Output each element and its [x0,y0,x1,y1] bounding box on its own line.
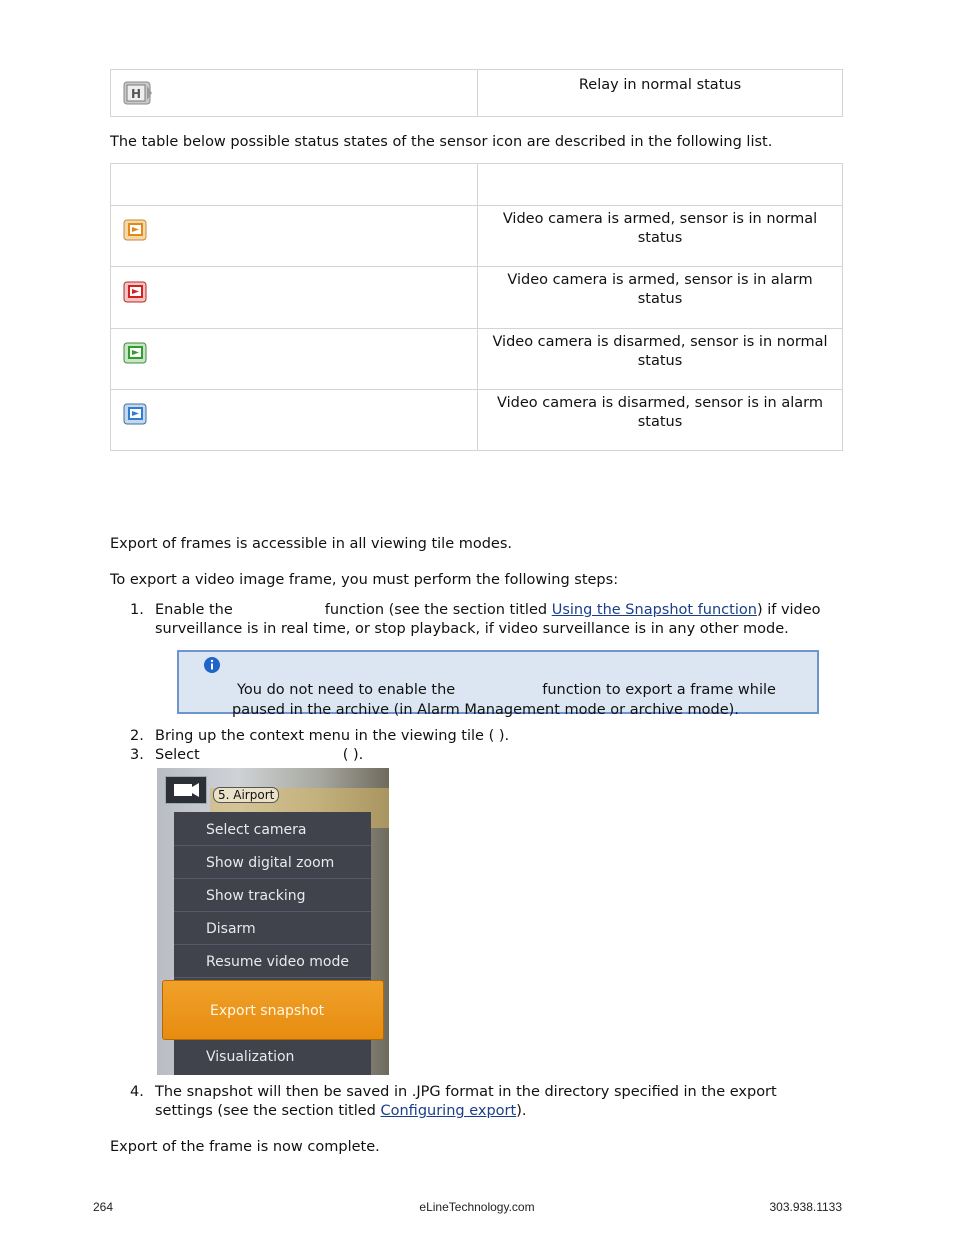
table-row [111,70,843,117]
table-row [111,329,843,390]
context-menu [174,812,371,1075]
svg-text:H: H [130,87,142,101]
relay-status-table [110,69,843,117]
sensor-armed-alarm-icon [123,280,147,302]
steps-list [110,601,840,639]
menu-item-export-snapshot[interactable]: Export snapshot [162,980,384,1040]
link-configuring-export[interactable]: Configuring export [380,1103,517,1119]
header-cell-description [478,164,843,206]
steps-list-cont [110,727,840,765]
info-note: You do not need to enable the function to export a frame while paused in the archive (in Alarm Management mode or archive mode). [177,650,819,714]
footer-phone: 303.938.1133 [769,1200,842,1214]
info-icon [203,656,221,674]
sensor-armed-normal-icon [123,218,147,240]
menu-item-select-camera[interactable]: Select camera [174,814,371,846]
menu-item-visualization[interactable]: Visualization [206,1049,295,1065]
table-row [111,206,843,267]
menu-item-disarm[interactable]: Disarm [174,913,371,945]
paragraph: Export of frames is accessible in all viewing tile modes. [110,536,513,552]
relay-status-text: Relay in normal status [478,70,843,117]
list-item: 1. Enable the function (see the section titled Using the Snapshot function) if video surveillance is in real time, or stop playback, if video surveillance is in any other mode. [130,602,821,637]
sensor-status-text: Video camera is disarmed, sensor is in alarm status [478,390,843,451]
sensor-disarmed-alarm-icon [123,402,147,424]
sensor-status-text: Video camera is disarmed, sensor is in normal status [478,329,843,390]
sensor-disarmed-normal-icon [123,341,147,363]
link-using-snapshot-function[interactable]: Using the Snapshot function [551,602,757,618]
footer-site: eLineTechnology.com [419,1200,535,1214]
sensor-status-text: Video camera is armed, sensor is in alarm status [478,267,843,329]
table-row [111,267,843,329]
context-menu-screenshot [157,768,389,1075]
sensor-status-text: Video camera is armed, sensor is in normal status [478,206,843,267]
sensor-status-table [110,163,843,451]
paragraph: Export of the frame is now complete. [110,1139,380,1155]
relay-normal-icon [123,80,147,102]
menu-item-show-digital-zoom[interactable]: Show digital zoom [174,847,371,879]
table-row [111,390,843,451]
list-item: 4. The snapshot will then be saved in .JPG format in the directory specified in the export settings (see the section titled Configuring export). [130,1084,777,1119]
header-cell-icon [111,164,478,206]
intro-text: The table below possible status states of the sensor icon are described in the following list. [110,134,773,150]
steps-list-end [110,1083,840,1121]
menu-item-show-tracking[interactable]: Show tracking [174,880,371,912]
paragraph: To export a video image frame, you must perform the following steps: [110,572,619,588]
page-number: 264 [93,1200,114,1214]
list-item: 2. Bring up the context menu in the viewing tile ( ). [130,728,510,744]
list-item: 3. Select ( ). [130,747,364,763]
tile-label: 5. Airport [213,787,279,803]
menu-item-resume-video-mode[interactable]: Resume video mode [174,946,371,978]
camera-icon [165,776,207,804]
table-header-row [111,164,843,206]
